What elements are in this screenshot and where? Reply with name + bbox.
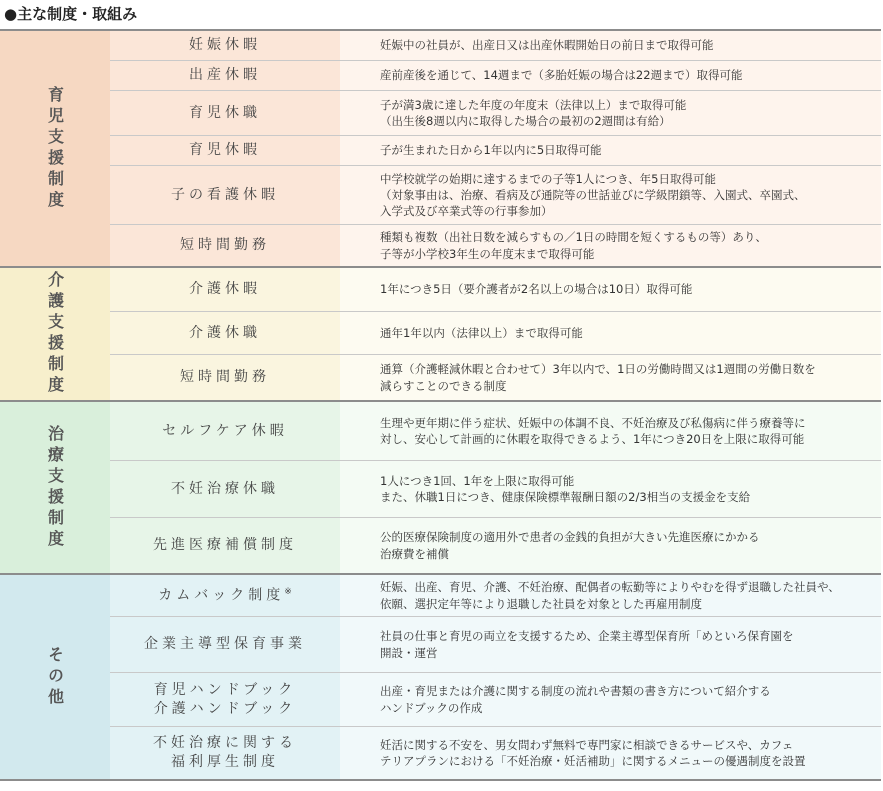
row-desc: 種類も複数（出社日数を減らすもの／1日の時間を短くするもの等）あり、 子等が小学校3年生の年度末まで取得可能 xyxy=(340,225,881,266)
table-row xyxy=(110,224,881,266)
row-desc: 生理や更年期に伴う症状、妊娠中の体調不良、不妊治療及び私傷病に伴う療養等に 対し、安心して計画的に休暇を取得できるよう、1年につき20日を上限に取得可能 xyxy=(340,402,881,460)
table-row xyxy=(110,354,881,400)
table-row xyxy=(110,31,881,60)
group-label: その他 xyxy=(0,575,110,779)
group-treatment-support xyxy=(0,400,881,573)
row-name: 先進医療補償制度 xyxy=(110,518,340,573)
row-name: 企業主導型保育事業 xyxy=(110,617,340,672)
row-name: 介護休職 xyxy=(110,312,340,354)
row-name: 短時間勤務 xyxy=(110,355,340,400)
row-name: 介護休暇 xyxy=(110,268,340,311)
table-row xyxy=(110,672,881,726)
table-row xyxy=(110,726,881,779)
group-others xyxy=(0,573,881,781)
row-desc: 1年につき5日（要介護者が2名以上の場合は10日）取得可能 xyxy=(340,268,881,311)
row-desc: 妊活に関する不安を、男女問わず無料で専門家に相談できるサービスや、カフェ テリアプランにおける「不妊治療・妊活補助」に関するメニューの優遇制度を設置 xyxy=(340,727,881,779)
table-row xyxy=(110,60,881,90)
row-desc: 妊娠中の社員が、出産日又は出産休暇開始日の前日まで取得可能 xyxy=(340,31,881,60)
table-row xyxy=(110,165,881,224)
row-desc: 出産・育児または介護に関する制度の流れや書類の書き方について紹介する ハンドブックの作成 xyxy=(340,673,881,726)
row-name: 育児休暇 xyxy=(110,136,340,165)
row-desc: 公的医療保険制度の適用外で患者の金銭的負担が大きい先進医療にかかる 治療費を補償 xyxy=(340,518,881,573)
row-desc: 中学校就学の始期に達するまでの子等1人につき、年5日取得可能 （対象事由は、治療、看病及び通院等の世話並びに学級閉鎖等、入園式、卒園式、 入学式及び卒業式等の行事参加） xyxy=(340,166,881,224)
row-name: 育児ハンドブック 介護ハンドブック xyxy=(110,673,340,726)
row-name: 子の看護休暇 xyxy=(110,166,340,224)
row-desc: 産前産後を通じて、14週まで（多胎妊娠の場合は22週まで）取得可能 xyxy=(340,61,881,90)
row-name: 短時間勤務 xyxy=(110,225,340,266)
table-row xyxy=(110,517,881,573)
row-name: カムバック制度※ xyxy=(110,575,340,616)
row-desc: 妊娠、出産、育児、介護、不妊治療、配偶者の転勤等によりやむを得ず退職した社員や、 依願、選択定年等により退職した社員を対象とした再雇用制度 xyxy=(340,575,881,616)
table-row xyxy=(110,575,881,616)
row-desc: 社員の仕事と育児の両立を支援するため、企業主導型保育所「めといろ保育園を 開設・運営 xyxy=(340,617,881,672)
row-name: セルフケア休暇 xyxy=(110,402,340,460)
table-row xyxy=(110,616,881,672)
row-desc: 子が満3歳に達した年度の年度末（法律以上）まで取得可能 （出生後8週以内に取得した場合の最初の2週間は有給） xyxy=(340,91,881,135)
group-label: 介護支援制度 xyxy=(0,268,110,400)
row-desc: 通算（介護軽減休暇と合わせて）3年以内で、1日の労働時間又は1週間の労働日数を 減らすことのできる制度 xyxy=(340,355,881,400)
group-label: 治療支援制度 xyxy=(0,402,110,573)
table-row xyxy=(110,402,881,460)
row-name: 不妊治療に関する 福利厚生制度 xyxy=(110,727,340,779)
row-name: 出産休暇 xyxy=(110,61,340,90)
table-row xyxy=(110,268,881,311)
row-desc: 1人につき1回、1年を上限に取得可能 また、休職1日につき、健康保険標準報酬日額の2/3相当の支援金を支給 xyxy=(340,461,881,517)
group-label: 育児支援制度 xyxy=(0,31,110,266)
footnote-mark: ※ xyxy=(284,586,292,597)
row-name: 妊娠休暇 xyxy=(110,31,340,60)
row-desc: 通年1年以内（法律以上）まで取得可能 xyxy=(340,312,881,354)
benefits-table xyxy=(0,29,881,781)
row-name: 育児休職 xyxy=(110,91,340,135)
group-childcare-support xyxy=(0,29,881,266)
group-nursing-care-support xyxy=(0,266,881,400)
table-row xyxy=(110,135,881,165)
table-row xyxy=(110,460,881,517)
table-row xyxy=(110,90,881,135)
page-title: ●主な制度・取組み xyxy=(4,5,138,23)
row-name: 不妊治療休職 xyxy=(110,461,340,517)
row-desc: 子が生まれた日から1年以内に5日取得可能 xyxy=(340,136,881,165)
table-row xyxy=(110,311,881,354)
